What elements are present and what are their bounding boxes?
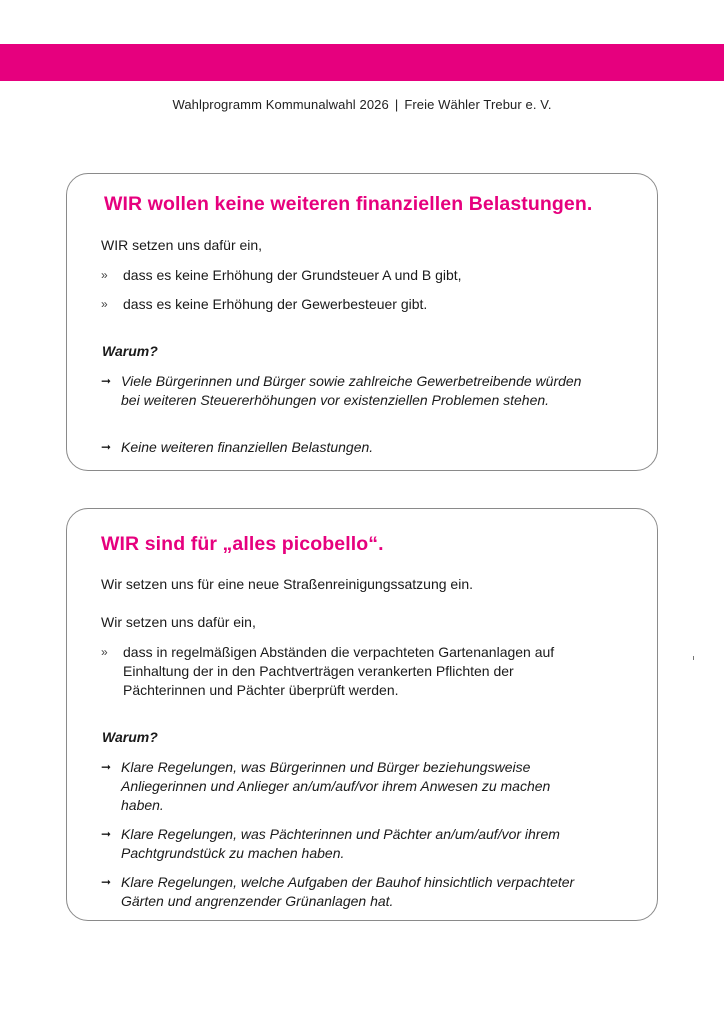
section-title: WIR sind für „alles picobello“. — [101, 533, 384, 555]
arrow-right-icon: ➞ — [101, 374, 112, 388]
header-separator: | — [394, 97, 399, 112]
bullet-icon: » — [101, 268, 108, 282]
bullet-icon: » — [101, 645, 108, 659]
arrow-right-icon: ➞ — [101, 827, 112, 841]
reason-text: Klare Regelungen, was Pächterinnen und Pächter an/um/auf/vor ihrem Pachtgrundstück zu machen haben. — [121, 826, 560, 861]
arrow-right-icon: ➞ — [101, 875, 112, 889]
list-item-text: dass es keine Erhöhung der Grundsteuer A und B gibt, — [123, 267, 462, 283]
margin-mark — [693, 656, 694, 660]
header-organization: Freie Wähler Trebur e. V. — [404, 97, 552, 112]
section-card-picobello — [66, 508, 658, 921]
arrow-right-icon: ➞ — [101, 440, 112, 454]
warum-heading: Warum? — [102, 729, 158, 745]
top-accent-band — [0, 44, 724, 81]
reason-text: Viele Bürgerinnen und Bürger sowie zahlreiche Gewerbetreibende würden bei weiteren Steuererhöhungen vor existenziellen Problemen stehen. — [121, 373, 582, 408]
reason-text: Klare Regelungen, was Bürgerinnen und Bürger beziehungsweise Anliegerinnen und Anlieger an/um/auf/vor ihrem Anwesen zu machen haben. — [121, 759, 551, 813]
reason-text: Keine weiteren finanziellen Belastungen. — [121, 439, 374, 455]
section-intro: Wir setzen uns dafür ein, — [101, 614, 256, 630]
reason-text: Klare Regelungen, welche Aufgaben der Bauhof hinsichtlich verpachteter Gärten und angrenzender Grünanlagen hat. — [121, 874, 575, 909]
page-header — [0, 97, 724, 112]
arrow-right-icon: ➞ — [101, 760, 112, 774]
section-card-finances — [66, 173, 658, 471]
bullet-icon: » — [101, 297, 108, 311]
section-intro: Wir setzen uns für eine neue Straßenreinigungssatzung ein. — [101, 576, 473, 592]
warum-heading: Warum? — [102, 343, 158, 359]
header-program-title: Wahlprogramm Kommunalwahl 2026 — [172, 97, 389, 112]
list-item-text: dass es keine Erhöhung der Gewerbesteuer gibt. — [123, 296, 428, 312]
list-item-text: dass in regelmäßigen Abständen die verpachteten Gartenanlagen auf Einhaltung der in den Pachtverträgen verankerten Pflichten der Pächterinnen und Pächter überprüft werden. — [123, 644, 555, 698]
section-intro: WIR setzen uns dafür ein, — [101, 237, 263, 253]
section-title: WIR wollen keine weiteren finanziellen Belastungen. — [104, 193, 593, 215]
